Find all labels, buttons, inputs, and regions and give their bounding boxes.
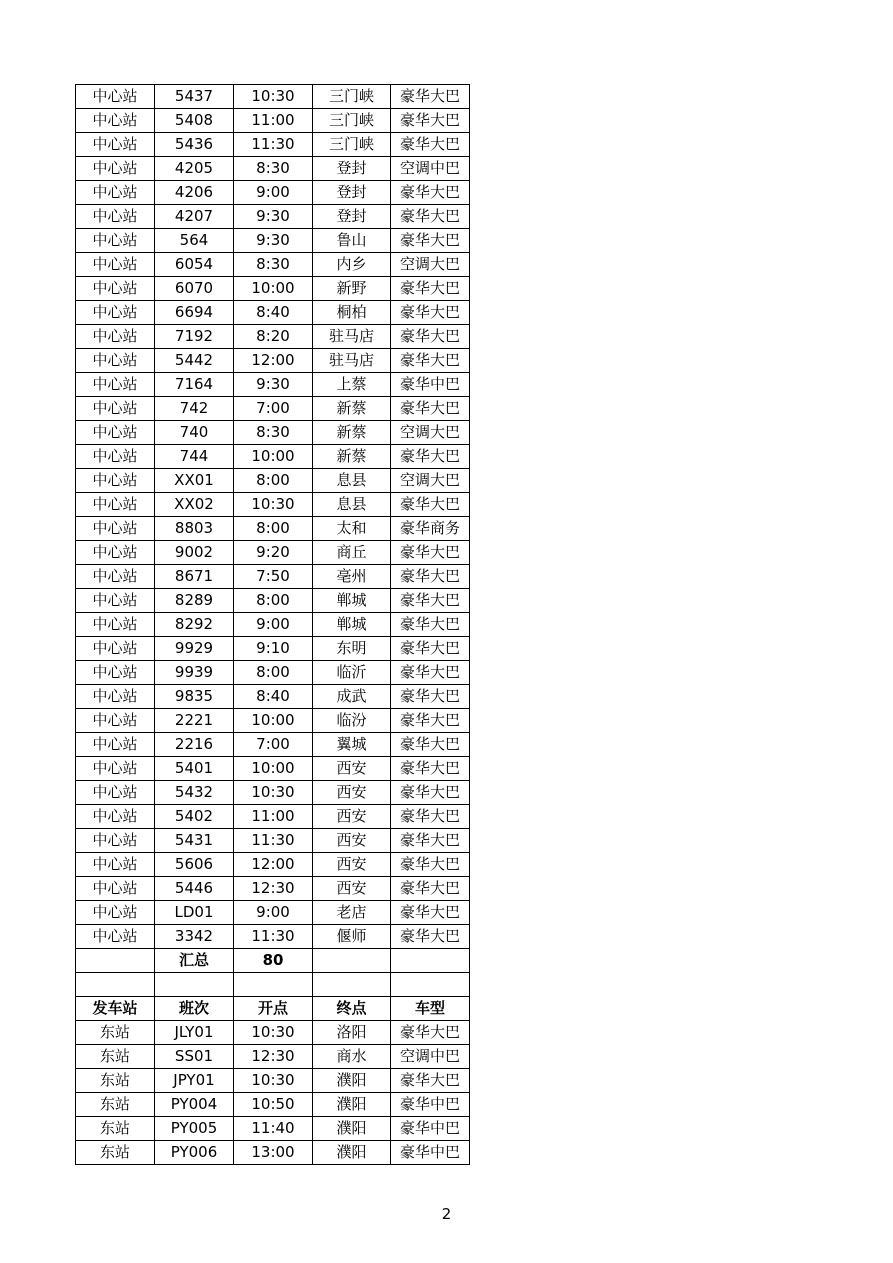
trip-number-cell: 9939 (155, 661, 234, 685)
station-cell: 发车站 (76, 997, 155, 1021)
station-cell: 中心站 (76, 373, 155, 397)
bus-type-cell: 豪华大巴 (391, 541, 470, 565)
station-cell: 东站 (76, 1069, 155, 1093)
departure-time-cell: 10:30 (234, 85, 313, 109)
departure-time-cell: 10:00 (234, 757, 313, 781)
destination-cell: 临沂 (313, 661, 391, 685)
station-cell: 中心站 (76, 757, 155, 781)
table-row (76, 445, 470, 469)
bus-type-cell: 空调大巴 (391, 253, 470, 277)
trip-number-cell: PY004 (155, 1093, 234, 1117)
departure-time-cell: 10:00 (234, 709, 313, 733)
table-row (76, 1045, 470, 1069)
destination-cell: 息县 (313, 493, 391, 517)
destination-cell: 濮阳 (313, 1069, 391, 1093)
trip-number-cell: SS01 (155, 1045, 234, 1069)
bus-type-cell: 豪华大巴 (391, 661, 470, 685)
bus-type-cell: 豪华大巴 (391, 637, 470, 661)
trip-number-cell: 9002 (155, 541, 234, 565)
table-row (76, 85, 470, 109)
trip-number-cell: 744 (155, 445, 234, 469)
table-row (76, 1093, 470, 1117)
table-row (76, 973, 470, 997)
departure-time-cell: 9:30 (234, 205, 313, 229)
table-header-row (76, 997, 470, 1021)
bus-type-cell: 豪华大巴 (391, 85, 470, 109)
destination-cell: 太和 (313, 517, 391, 541)
bus-type-cell: 豪华大巴 (391, 925, 470, 949)
station-cell: 中心站 (76, 181, 155, 205)
trip-number-cell: 2216 (155, 733, 234, 757)
bus-type-cell: 豪华大巴 (391, 589, 470, 613)
table-row (76, 733, 470, 757)
station-cell: 中心站 (76, 733, 155, 757)
bus-type-cell: 豪华大巴 (391, 133, 470, 157)
station-cell: 中心站 (76, 901, 155, 925)
station-cell: 中心站 (76, 349, 155, 373)
destination-cell: 鲁山 (313, 229, 391, 253)
table-row (76, 493, 470, 517)
departure-time-cell: 11:00 (234, 805, 313, 829)
destination-cell: 翼城 (313, 733, 391, 757)
departure-time-cell: 7:50 (234, 565, 313, 589)
table-row (76, 397, 470, 421)
station-cell: 中心站 (76, 661, 155, 685)
station-cell: 中心站 (76, 853, 155, 877)
table-row (76, 805, 470, 829)
bus-type-cell: 空调大巴 (391, 469, 470, 493)
trip-number-cell: 5442 (155, 349, 234, 373)
trip-number-cell: 5402 (155, 805, 234, 829)
station-cell: 中心站 (76, 85, 155, 109)
trip-number-cell: PY006 (155, 1141, 234, 1165)
table-row (76, 829, 470, 853)
departure-time-cell: 8:40 (234, 301, 313, 325)
trip-number-cell: 8671 (155, 565, 234, 589)
table-row (76, 613, 470, 637)
station-cell: 中心站 (76, 229, 155, 253)
table-row (76, 925, 470, 949)
station-cell: 中心站 (76, 685, 155, 709)
destination-cell: 西安 (313, 757, 391, 781)
table-row (76, 133, 470, 157)
destination-cell: 濮阳 (313, 1141, 391, 1165)
table-row (76, 757, 470, 781)
departure-time-cell: 11:40 (234, 1117, 313, 1141)
bus-type-cell: 空调中巴 (391, 1045, 470, 1069)
trip-number-cell: 9929 (155, 637, 234, 661)
destination-cell: 登封 (313, 205, 391, 229)
destination-cell: 息县 (313, 469, 391, 493)
bus-type-cell: 豪华大巴 (391, 109, 470, 133)
bus-type-cell: 豪华大巴 (391, 685, 470, 709)
table-row (76, 229, 470, 253)
bus-type-cell: 豪华大巴 (391, 397, 470, 421)
station-cell: 东站 (76, 1117, 155, 1141)
bus-type-cell: 豪华大巴 (391, 229, 470, 253)
table-row (76, 565, 470, 589)
station-cell: 中心站 (76, 397, 155, 421)
departure-time-cell: 8:30 (234, 253, 313, 277)
destination-cell: 桐柏 (313, 301, 391, 325)
departure-time-cell: 8:30 (234, 421, 313, 445)
trip-number-cell: 班次 (155, 997, 234, 1021)
departure-time-cell: 9:00 (234, 613, 313, 637)
destination-cell (313, 949, 391, 973)
trip-number-cell: JLY01 (155, 1021, 234, 1045)
trip-number-cell: 5446 (155, 877, 234, 901)
trip-number-cell: 6070 (155, 277, 234, 301)
destination-cell: 驻马店 (313, 325, 391, 349)
trip-number-cell: PY005 (155, 1117, 234, 1141)
bus-type-cell: 豪华大巴 (391, 853, 470, 877)
trip-number-cell: 564 (155, 229, 234, 253)
trip-number-cell: LD01 (155, 901, 234, 925)
destination-cell: 新蔡 (313, 397, 391, 421)
table-row (76, 589, 470, 613)
destination-cell: 商水 (313, 1045, 391, 1069)
departure-time-cell: 11:30 (234, 829, 313, 853)
departure-time-cell: 8:00 (234, 469, 313, 493)
bus-type-cell: 豪华大巴 (391, 493, 470, 517)
departure-time-cell: 10:30 (234, 781, 313, 805)
bus-type-cell (391, 949, 470, 973)
departure-time-cell: 9:10 (234, 637, 313, 661)
station-cell: 中心站 (76, 469, 155, 493)
trip-number-cell: 6054 (155, 253, 234, 277)
bus-type-cell: 空调大巴 (391, 421, 470, 445)
bus-type-cell: 豪华大巴 (391, 277, 470, 301)
table-row (76, 181, 470, 205)
destination-cell: 洛阳 (313, 1021, 391, 1045)
destination-cell: 郸城 (313, 589, 391, 613)
bus-type-cell: 豪华大巴 (391, 445, 470, 469)
station-cell: 东站 (76, 1141, 155, 1165)
bus-type-cell: 豪华大巴 (391, 1021, 470, 1045)
trip-number-cell: 7192 (155, 325, 234, 349)
trip-number-cell: 6694 (155, 301, 234, 325)
table-row (76, 469, 470, 493)
departure-time-cell: 8:00 (234, 661, 313, 685)
station-cell: 中心站 (76, 565, 155, 589)
schedule-table (75, 84, 470, 1165)
departure-time-cell: 10:30 (234, 1021, 313, 1045)
departure-time-cell: 8:00 (234, 589, 313, 613)
table-row (76, 1069, 470, 1093)
bus-type-cell (391, 973, 470, 997)
station-cell: 中心站 (76, 925, 155, 949)
table-row (76, 109, 470, 133)
destination-cell: 内乡 (313, 253, 391, 277)
station-cell: 中心站 (76, 325, 155, 349)
bus-type-cell: 豪华大巴 (391, 733, 470, 757)
table-row (76, 253, 470, 277)
departure-time-cell: 8:20 (234, 325, 313, 349)
trip-number-cell: 4206 (155, 181, 234, 205)
trip-number-cell: 8292 (155, 613, 234, 637)
departure-time-cell: 10:30 (234, 493, 313, 517)
station-cell: 中心站 (76, 517, 155, 541)
station-cell: 中心站 (76, 133, 155, 157)
destination-cell: 西安 (313, 877, 391, 901)
trip-number-cell: 4207 (155, 205, 234, 229)
destination-cell: 三门峡 (313, 133, 391, 157)
destination-cell: 东明 (313, 637, 391, 661)
departure-time-cell: 7:00 (234, 397, 313, 421)
destination-cell: 老店 (313, 901, 391, 925)
destination-cell: 三门峡 (313, 85, 391, 109)
station-cell: 中心站 (76, 589, 155, 613)
table-row (76, 901, 470, 925)
departure-time-cell: 11:00 (234, 109, 313, 133)
bus-type-cell: 豪华大巴 (391, 301, 470, 325)
destination-cell: 临汾 (313, 709, 391, 733)
departure-time-cell: 10:00 (234, 445, 313, 469)
destination-cell: 郸城 (313, 613, 391, 637)
departure-time-cell: 10:50 (234, 1093, 313, 1117)
destination-cell: 终点 (313, 997, 391, 1021)
departure-time-cell: 8:30 (234, 157, 313, 181)
destination-cell: 新蔡 (313, 445, 391, 469)
departure-time-cell: 11:30 (234, 925, 313, 949)
station-cell: 中心站 (76, 877, 155, 901)
trip-number-cell: 5401 (155, 757, 234, 781)
station-cell: 中心站 (76, 253, 155, 277)
trip-number-cell: 742 (155, 397, 234, 421)
bus-type-cell: 豪华大巴 (391, 325, 470, 349)
station-cell: 中心站 (76, 829, 155, 853)
table-row (76, 637, 470, 661)
station-cell: 中心站 (76, 781, 155, 805)
bus-type-cell: 豪华大巴 (391, 901, 470, 925)
station-cell (76, 949, 155, 973)
departure-time-cell: 开点 (234, 997, 313, 1021)
bus-type-cell: 豪华中巴 (391, 373, 470, 397)
bus-type-cell: 豪华大巴 (391, 349, 470, 373)
table-row (76, 157, 470, 181)
destination-cell: 驻马店 (313, 349, 391, 373)
station-cell: 东站 (76, 1093, 155, 1117)
station-cell: 中心站 (76, 541, 155, 565)
trip-number-cell: 5436 (155, 133, 234, 157)
departure-time-cell: 7:00 (234, 733, 313, 757)
station-cell: 中心站 (76, 157, 155, 181)
schedule-table-body (76, 85, 470, 1165)
bus-type-cell: 豪华大巴 (391, 181, 470, 205)
station-cell (76, 973, 155, 997)
table-row (76, 205, 470, 229)
trip-number-cell: 7164 (155, 373, 234, 397)
station-cell: 中心站 (76, 805, 155, 829)
trip-number-cell: 5606 (155, 853, 234, 877)
departure-time-cell: 9:30 (234, 229, 313, 253)
destination-cell: 上蔡 (313, 373, 391, 397)
destination-cell: 濮阳 (313, 1093, 391, 1117)
page-number: 2 (441, 1205, 452, 1223)
trip-number-cell: 5432 (155, 781, 234, 805)
destination-cell: 成武 (313, 685, 391, 709)
departure-time-cell: 9:00 (234, 901, 313, 925)
bus-type-cell: 豪华中巴 (391, 1141, 470, 1165)
trip-number-cell: 3342 (155, 925, 234, 949)
departure-time-cell: 10:00 (234, 277, 313, 301)
table-row (76, 421, 470, 445)
table-row (76, 1117, 470, 1141)
destination-cell (313, 973, 391, 997)
bus-type-cell: 车型 (391, 997, 470, 1021)
bus-type-cell: 豪华中巴 (391, 1117, 470, 1141)
table-row (76, 1141, 470, 1165)
departure-time-cell: 80 (234, 949, 313, 973)
bus-type-cell: 豪华商务 (391, 517, 470, 541)
bus-type-cell: 豪华中巴 (391, 1093, 470, 1117)
table-row (76, 517, 470, 541)
departure-time-cell: 8:40 (234, 685, 313, 709)
station-cell: 中心站 (76, 709, 155, 733)
table-row (76, 277, 470, 301)
departure-time-cell: 12:00 (234, 349, 313, 373)
trip-number-cell: 8289 (155, 589, 234, 613)
table-row (76, 541, 470, 565)
destination-cell: 西安 (313, 781, 391, 805)
table-row (76, 877, 470, 901)
trip-number-cell: 汇总 (155, 949, 234, 973)
trip-number-cell: 5408 (155, 109, 234, 133)
destination-cell: 亳州 (313, 565, 391, 589)
destination-cell: 三门峡 (313, 109, 391, 133)
departure-time-cell: 9:30 (234, 373, 313, 397)
departure-time-cell: 9:00 (234, 181, 313, 205)
departure-time-cell: 12:00 (234, 853, 313, 877)
trip-number-cell: 9835 (155, 685, 234, 709)
departure-time-cell (234, 973, 313, 997)
station-cell: 中心站 (76, 613, 155, 637)
trip-number-cell: XX01 (155, 469, 234, 493)
bus-type-cell: 豪华大巴 (391, 805, 470, 829)
departure-time-cell: 10:30 (234, 1069, 313, 1093)
trip-number-cell: 5437 (155, 85, 234, 109)
departure-time-cell: 12:30 (234, 1045, 313, 1069)
table-header-row (76, 949, 470, 973)
destination-cell: 偃师 (313, 925, 391, 949)
bus-type-cell: 豪华大巴 (391, 829, 470, 853)
trip-number-cell: XX02 (155, 493, 234, 517)
station-cell: 东站 (76, 1021, 155, 1045)
bus-type-cell: 豪华大巴 (391, 205, 470, 229)
station-cell: 中心站 (76, 109, 155, 133)
trip-number-cell: 8803 (155, 517, 234, 541)
destination-cell: 西安 (313, 805, 391, 829)
table-row (76, 1021, 470, 1045)
destination-cell: 西安 (313, 829, 391, 853)
trip-number-cell: 5431 (155, 829, 234, 853)
bus-type-cell: 豪华大巴 (391, 709, 470, 733)
table-row (76, 301, 470, 325)
departure-time-cell: 9:20 (234, 541, 313, 565)
table-row (76, 349, 470, 373)
destination-cell: 商丘 (313, 541, 391, 565)
station-cell: 中心站 (76, 301, 155, 325)
station-cell: 中心站 (76, 277, 155, 301)
departure-time-cell: 13:00 (234, 1141, 313, 1165)
table-row (76, 781, 470, 805)
station-cell: 中心站 (76, 421, 155, 445)
trip-number-cell: JPY01 (155, 1069, 234, 1093)
departure-time-cell: 12:30 (234, 877, 313, 901)
trip-number-cell: 740 (155, 421, 234, 445)
bus-type-cell: 豪华大巴 (391, 781, 470, 805)
trip-number-cell (155, 973, 234, 997)
trip-number-cell: 4205 (155, 157, 234, 181)
trip-number-cell: 2221 (155, 709, 234, 733)
destination-cell: 西安 (313, 853, 391, 877)
destination-cell: 登封 (313, 181, 391, 205)
bus-type-cell: 豪华大巴 (391, 877, 470, 901)
table-row (76, 325, 470, 349)
destination-cell: 濮阳 (313, 1117, 391, 1141)
bus-type-cell: 豪华大巴 (391, 613, 470, 637)
station-cell: 中心站 (76, 637, 155, 661)
table-row (76, 373, 470, 397)
bus-type-cell: 豪华大巴 (391, 565, 470, 589)
departure-time-cell: 8:00 (234, 517, 313, 541)
station-cell: 中心站 (76, 445, 155, 469)
departure-time-cell: 11:30 (234, 133, 313, 157)
destination-cell: 新野 (313, 277, 391, 301)
table-row (76, 685, 470, 709)
bus-type-cell: 豪华大巴 (391, 757, 470, 781)
table-row (76, 661, 470, 685)
station-cell: 中心站 (76, 205, 155, 229)
table-row (76, 853, 470, 877)
station-cell: 东站 (76, 1045, 155, 1069)
destination-cell: 新蔡 (313, 421, 391, 445)
bus-type-cell: 空调中巴 (391, 157, 470, 181)
bus-type-cell: 豪华大巴 (391, 1069, 470, 1093)
destination-cell: 登封 (313, 157, 391, 181)
table-row (76, 709, 470, 733)
station-cell: 中心站 (76, 493, 155, 517)
